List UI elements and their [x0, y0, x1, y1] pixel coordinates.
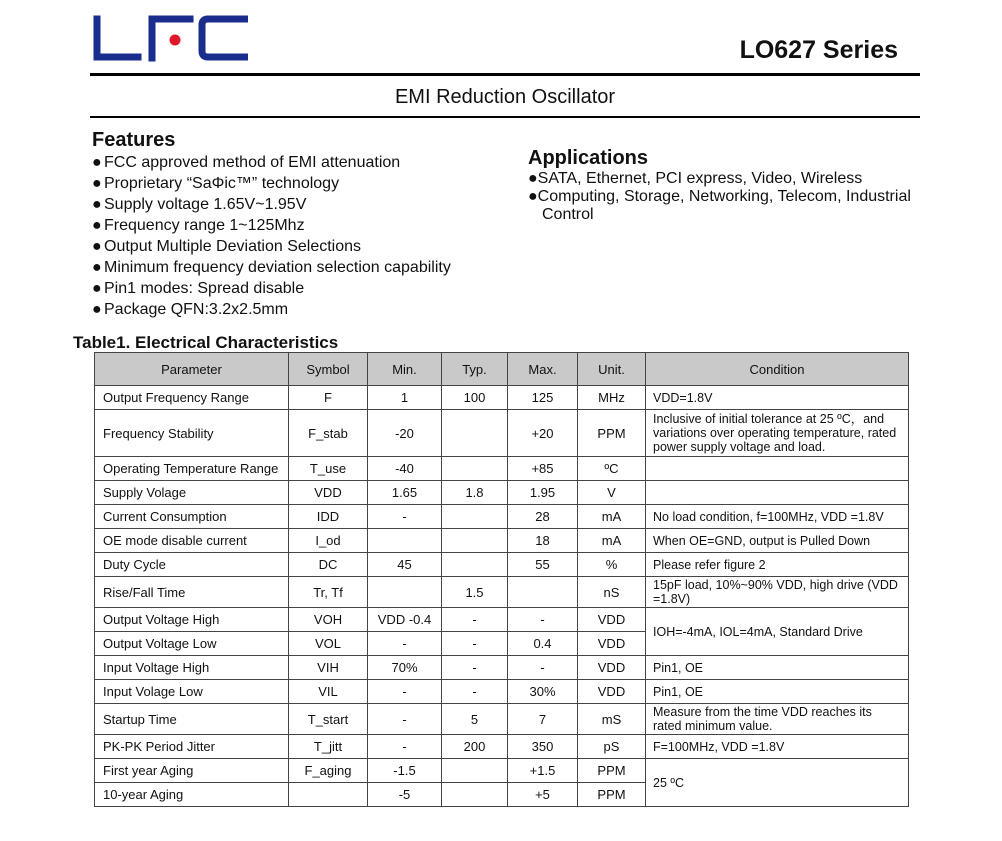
list-item-text: Minimum frequency deviation selection capability — [104, 259, 451, 276]
table-row — [95, 759, 909, 783]
table-cell — [442, 529, 508, 553]
table-cell: IDD — [289, 505, 368, 529]
table-cell: T_use — [289, 457, 368, 481]
table-cell: -1.5 — [368, 759, 442, 783]
table-cell: 1.8 — [442, 481, 508, 505]
bullet-icon: ● — [92, 175, 102, 192]
table-cell — [368, 529, 442, 553]
list-item-text: Supply voltage 1.65V~1.95V — [104, 196, 307, 213]
table-cell — [442, 759, 508, 783]
electrical-characteristics-table — [94, 352, 909, 807]
table-cell: PPM — [578, 783, 646, 807]
table-cell: Input Voltage High — [95, 656, 289, 680]
table-cell: VOL — [289, 632, 368, 656]
applications-list — [528, 170, 928, 224]
table-row — [95, 457, 909, 481]
list-item-text: Output Multiple Deviation Selections — [104, 238, 362, 255]
table-cell: 55 — [508, 553, 578, 577]
table-cell — [646, 457, 909, 481]
table-cell: 200 — [442, 735, 508, 759]
subtitle-rule — [90, 116, 920, 118]
table-cell: +5 — [508, 783, 578, 807]
table-cell: - — [368, 632, 442, 656]
table-cell: mA — [578, 505, 646, 529]
table-cell: IOH=-4mA, IOL=4mA, Standard Drive — [646, 608, 909, 656]
bullet-icon: ● — [92, 280, 102, 297]
table-cell — [442, 410, 508, 457]
table-cell: PPM — [578, 759, 646, 783]
table-cell: Output Voltage Low — [95, 632, 289, 656]
list-item — [92, 278, 451, 299]
table-cell: mS — [578, 704, 646, 735]
table-cell: OE mode disable current — [95, 529, 289, 553]
table-cell: T_start — [289, 704, 368, 735]
bullet-icon: ● — [92, 301, 102, 318]
table-cell: VDD — [578, 680, 646, 704]
table-cell: 70% — [368, 656, 442, 680]
table-cell: 1.65 — [368, 481, 442, 505]
table-cell: PK-PK Period Jitter — [95, 735, 289, 759]
list-item — [92, 152, 451, 173]
header-cell: Min. — [368, 353, 442, 386]
table-cell: 1.5 — [442, 577, 508, 608]
table-cell: 30% — [508, 680, 578, 704]
table-cell — [442, 505, 508, 529]
table-cell: mA — [578, 529, 646, 553]
table-cell: When OE=GND, output is Pulled Down — [646, 529, 909, 553]
table-row — [95, 735, 909, 759]
list-item-text: Computing, Storage, Networking, Telecom, Industrial Control — [537, 188, 911, 223]
list-item — [92, 236, 451, 257]
table-cell: 18 — [508, 529, 578, 553]
header-cell: Typ. — [442, 353, 508, 386]
features-heading: Features — [92, 129, 176, 151]
table-cell: ºC — [578, 457, 646, 481]
header-cell: Condition — [646, 353, 909, 386]
table-cell: VIL — [289, 680, 368, 704]
table-cell: Startup Time — [95, 704, 289, 735]
table-cell: VOH — [289, 608, 368, 632]
header-cell: Symbol — [289, 353, 368, 386]
applications-section — [528, 146, 928, 224]
table-cell: Inclusive of initial tolerance at 25 ºC，and variations over operating temperature, rated power supply voltage and load. — [646, 410, 909, 457]
table-cell: F_stab — [289, 410, 368, 457]
table-cell — [368, 577, 442, 608]
table-row — [95, 608, 909, 632]
table-cell: VDD — [578, 656, 646, 680]
table-cell: 28 — [508, 505, 578, 529]
list-item — [92, 194, 451, 215]
bullet-icon: ● — [92, 259, 102, 276]
list-item — [92, 173, 451, 194]
table-cell: Supply Volage — [95, 481, 289, 505]
table-cell: VDD — [289, 481, 368, 505]
list-item — [92, 257, 451, 278]
list-item-text: SATA, Ethernet, PCI express, Video, Wireless — [537, 170, 863, 187]
features-section — [92, 128, 451, 320]
table-cell: T_jitt — [289, 735, 368, 759]
header-rule — [90, 73, 920, 76]
table-cell: Please refer figure 2 — [646, 553, 909, 577]
table-cell: - — [368, 680, 442, 704]
header-cell: Max. — [508, 353, 578, 386]
table-cell: - — [442, 632, 508, 656]
table-cell: -20 — [368, 410, 442, 457]
table-cell: 7 — [508, 704, 578, 735]
table-title: Table1. Electrical Characteristics — [73, 333, 339, 352]
table-cell: F=100MHz, VDD =1.8V — [646, 735, 909, 759]
table-cell: F_aging — [289, 759, 368, 783]
table-cell: - — [368, 704, 442, 735]
bullet-icon: ● — [528, 188, 538, 205]
table-row — [95, 577, 909, 608]
table-cell: - — [442, 608, 508, 632]
applications-heading: Applications — [528, 147, 649, 169]
table-cell: I_od — [289, 529, 368, 553]
table-cell: 15pF load, 10%~90% VDD, high drive (VDD =1.8V) — [646, 577, 909, 608]
table-cell: +1.5 — [508, 759, 578, 783]
table-cell: 25 ºC — [646, 759, 909, 807]
table-row — [95, 386, 909, 410]
table-cell: Measure from the time VDD reaches its rated minimum value. — [646, 704, 909, 735]
table-cell: 350 — [508, 735, 578, 759]
table-cell: PPM — [578, 410, 646, 457]
bullet-icon: ● — [92, 154, 102, 171]
table-cell: First year Aging — [95, 759, 289, 783]
table-cell: DC — [289, 553, 368, 577]
table-cell: F — [289, 386, 368, 410]
table-cell: Current Consumption — [95, 505, 289, 529]
table-row — [95, 704, 909, 735]
table-cell: Input Volage Low — [95, 680, 289, 704]
table-cell: VDD=1.8V — [646, 386, 909, 410]
table-cell — [442, 457, 508, 481]
table-row — [95, 553, 909, 577]
table-cell: Tr, Tf — [289, 577, 368, 608]
table-cell: - — [368, 735, 442, 759]
table-cell: Operating Temperature Range — [95, 457, 289, 481]
list-item-text: FCC approved method of EMI attenuation — [104, 154, 401, 171]
table-cell: - — [442, 656, 508, 680]
table-cell — [508, 577, 578, 608]
table-cell: Output Frequency Range — [95, 386, 289, 410]
bullet-icon: ● — [92, 196, 102, 213]
list-item-text: Frequency range 1~125Mhz — [104, 217, 305, 234]
table-cell: 1.95 — [508, 481, 578, 505]
table-cell — [646, 481, 909, 505]
table-row — [95, 481, 909, 505]
table-cell: 10-year Aging — [95, 783, 289, 807]
list-item — [92, 299, 451, 320]
table-cell: No load condition, f=100MHz, VDD =1.8V — [646, 505, 909, 529]
table-cell: Pin1, OE — [646, 656, 909, 680]
features-list — [92, 152, 451, 320]
bullet-icon: ● — [528, 170, 538, 187]
table-cell: nS — [578, 577, 646, 608]
table-cell: Duty Cycle — [95, 553, 289, 577]
table-cell: V — [578, 481, 646, 505]
list-item — [528, 188, 928, 224]
table-cell: 45 — [368, 553, 442, 577]
list-item — [528, 170, 928, 188]
table-cell: VDD — [578, 608, 646, 632]
table-cell — [289, 783, 368, 807]
lfc-logo — [92, 13, 252, 65]
table-cell: Pin1, OE — [646, 680, 909, 704]
table-row — [95, 529, 909, 553]
table-cell: MHz — [578, 386, 646, 410]
table-cell: -40 — [368, 457, 442, 481]
table-cell: Rise/Fall Time — [95, 577, 289, 608]
table-cell: VDD -0.4 — [368, 608, 442, 632]
table-cell — [442, 553, 508, 577]
table-row — [95, 656, 909, 680]
table-cell: +20 — [508, 410, 578, 457]
bullet-icon: ● — [92, 217, 102, 234]
table-cell: - — [508, 608, 578, 632]
table-header-row — [95, 353, 909, 386]
header-cell: Parameter — [95, 353, 289, 386]
page-subtitle: EMI Reduction Oscillator — [394, 86, 616, 108]
table-cell: 100 — [442, 386, 508, 410]
table-cell: - — [508, 656, 578, 680]
table-cell: % — [578, 553, 646, 577]
table-cell: 1 — [368, 386, 442, 410]
table-cell: 5 — [442, 704, 508, 735]
table-cell — [442, 783, 508, 807]
table-row — [95, 680, 909, 704]
table-cell: pS — [578, 735, 646, 759]
table-cell: 0.4 — [508, 632, 578, 656]
table-cell: VDD — [578, 632, 646, 656]
list-item-text: Package QFN:3.2x2.5mm — [104, 301, 289, 318]
series-title: LO627 Series — [739, 36, 898, 64]
table-cell: Frequency Stability — [95, 410, 289, 457]
table-cell: VIH — [289, 656, 368, 680]
list-item-text: Proprietary “SaΦic™” technology — [104, 175, 340, 192]
list-item — [92, 215, 451, 236]
list-item-text: Pin1 modes: Spread disable — [104, 280, 305, 297]
table-row — [95, 505, 909, 529]
bullet-icon: ● — [92, 238, 102, 255]
table-cell: +85 — [508, 457, 578, 481]
table-cell: - — [368, 505, 442, 529]
header-cell: Unit. — [578, 353, 646, 386]
table-cell: - — [442, 680, 508, 704]
table-cell: 125 — [508, 386, 578, 410]
table-cell: Output Voltage High — [95, 608, 289, 632]
table-row — [95, 410, 909, 457]
table-cell: -5 — [368, 783, 442, 807]
